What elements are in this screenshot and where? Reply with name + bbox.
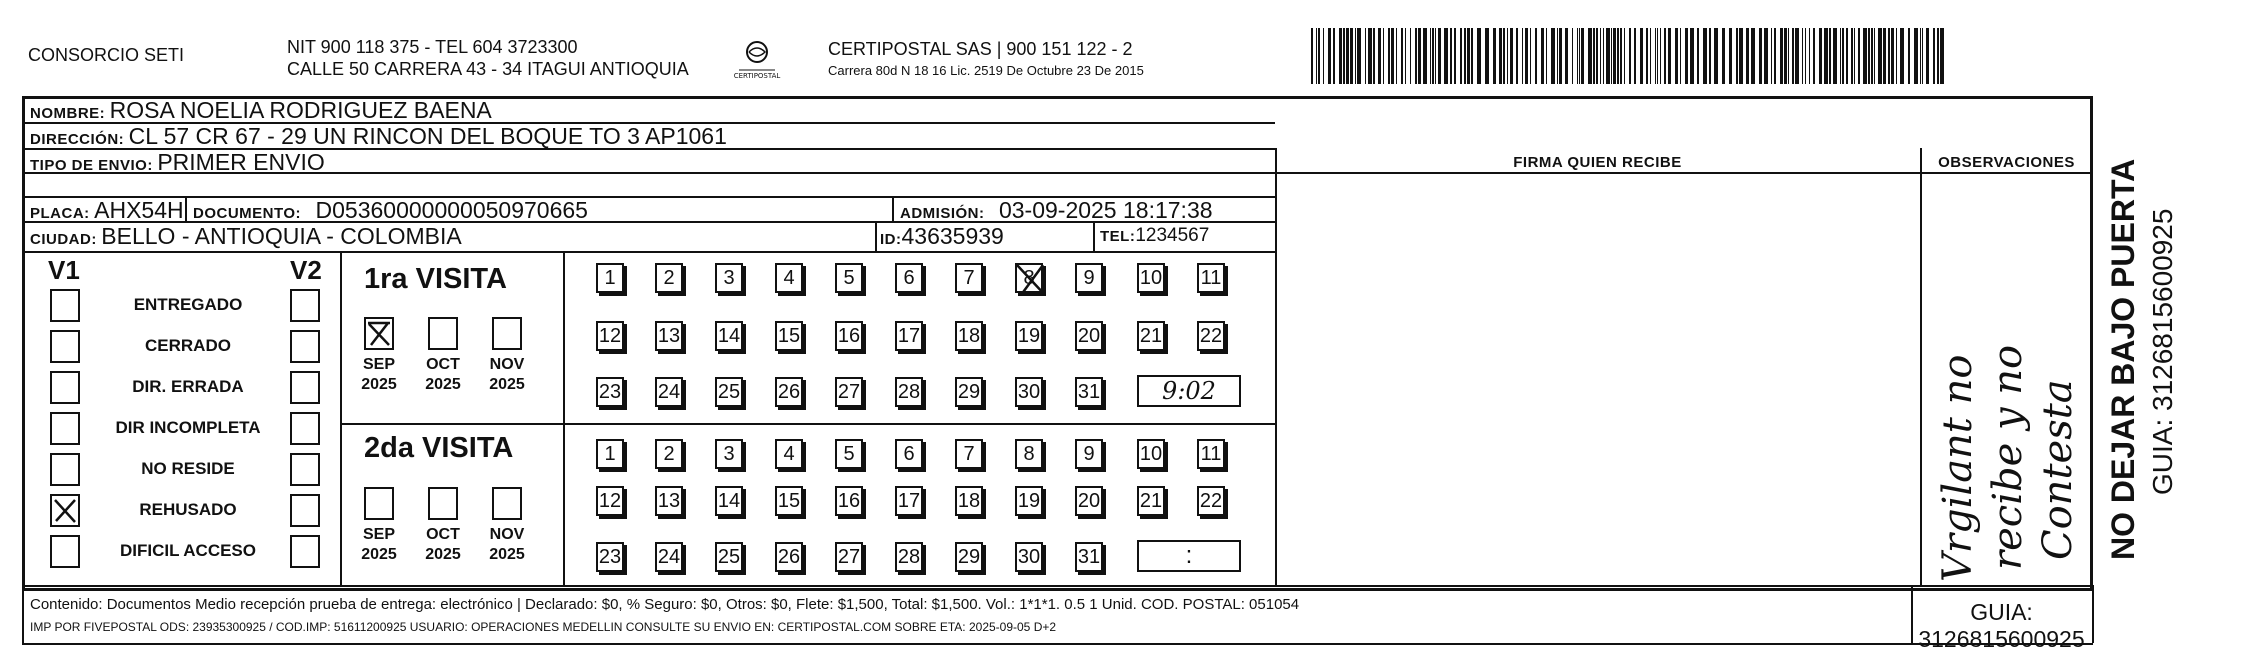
day-box[interactable] (1197, 439, 1225, 469)
visit2-title: 2da VISITA (364, 432, 514, 464)
day-number: 13 (657, 324, 681, 347)
day-box[interactable] (775, 263, 803, 293)
day-number: 4 (783, 442, 795, 465)
day-box[interactable] (955, 377, 983, 407)
day-number: 10 (1139, 266, 1163, 289)
day-box[interactable] (895, 377, 923, 407)
day-number: 7 (963, 442, 975, 465)
observaciones-label: OBSERVACIONES (1938, 154, 2075, 171)
month-name: SEP (362, 356, 395, 373)
observation-line-1: Vrgilant no (1935, 354, 1981, 582)
day-number: 31 (1077, 380, 1101, 403)
status-label: DIFICIL ACCESO (119, 541, 256, 560)
day-number: 1 (604, 266, 616, 289)
day-box[interactable] (955, 321, 983, 351)
month-name: NOV (489, 526, 525, 543)
v1-checkbox[interactable] (50, 330, 80, 363)
day-box[interactable] (1015, 263, 1043, 293)
tipo-envio-value: PRIMER ENVIO (157, 149, 325, 175)
v1-checkbox[interactable] (50, 494, 80, 527)
v2-checkbox[interactable] (290, 330, 320, 363)
v2-checkbox[interactable] (290, 412, 320, 445)
day-box[interactable] (655, 439, 683, 469)
divider (340, 423, 1275, 425)
month-checkbox[interactable] (492, 317, 522, 350)
day-box[interactable] (1015, 542, 1043, 572)
month-year: 2025 (361, 546, 397, 563)
day-number: 18 (957, 489, 981, 512)
day-number: 8 (1023, 442, 1035, 465)
day-box[interactable] (655, 542, 683, 572)
status-label: DIR. ERRADA (132, 377, 244, 396)
day-box[interactable] (1137, 486, 1165, 516)
divider (892, 196, 894, 221)
day-box[interactable] (596, 263, 624, 293)
id-value: 43635939 (901, 223, 1004, 249)
day-box[interactable] (1075, 263, 1103, 293)
day-number: 22 (1199, 324, 1223, 347)
day-box[interactable] (1197, 321, 1225, 351)
day-box[interactable] (715, 263, 743, 293)
placa-label: PLACA: (30, 205, 90, 222)
day-number: 7 (963, 266, 975, 289)
day-box[interactable] (835, 542, 863, 572)
divider (22, 585, 2093, 587)
day-number: 24 (657, 545, 681, 568)
month-name: SEP (362, 526, 395, 543)
day-box[interactable] (1197, 486, 1225, 516)
v1-checkbox[interactable] (50, 412, 80, 445)
v1-checkbox[interactable] (50, 289, 80, 322)
divider (22, 585, 24, 643)
day-number: 12 (598, 324, 622, 347)
v1-label: V1 (48, 255, 80, 285)
day-number: 16 (837, 324, 861, 347)
day-number: 25 (717, 380, 741, 403)
day-number: 20 (1077, 324, 1101, 347)
day-number: 20 (1077, 489, 1101, 512)
day-box[interactable] (1075, 377, 1103, 407)
day-box[interactable] (1075, 321, 1103, 351)
day-number: 30 (1017, 380, 1041, 403)
day-number: 15 (777, 489, 801, 512)
day-box[interactable] (835, 321, 863, 351)
day-box[interactable] (895, 486, 923, 516)
day-number: 9 (1083, 442, 1095, 465)
month-name: NOV (489, 356, 525, 373)
day-box[interactable] (955, 439, 983, 469)
certipostal-logo-icon (733, 36, 781, 84)
v2-label: V2 (290, 255, 322, 285)
month-year: 2025 (361, 376, 397, 393)
day-cross-mark (1013, 261, 1049, 305)
day-box[interactable] (655, 263, 683, 293)
month-year: 2025 (489, 546, 525, 563)
day-number: 12 (598, 489, 622, 512)
observation-line-2: recibe y no (1985, 344, 2031, 570)
month-checkbox[interactable] (364, 317, 394, 350)
logo-text: CERTIPOSTAL (733, 72, 781, 80)
day-box[interactable] (715, 377, 743, 407)
day-number: 15 (777, 324, 801, 347)
divider (2092, 585, 2094, 643)
day-number: 14 (717, 489, 741, 512)
id-label: ID: (880, 231, 902, 248)
status-label: NO RESIDE (141, 459, 235, 478)
month-year: 2025 (425, 546, 461, 563)
day-number: 29 (957, 380, 981, 403)
day-box[interactable] (655, 486, 683, 516)
day-box[interactable] (1137, 263, 1165, 293)
day-number: 26 (777, 545, 801, 568)
v2-checkbox[interactable] (290, 289, 320, 322)
day-box[interactable] (596, 321, 624, 351)
day-number: 13 (657, 489, 681, 512)
visit1-title: 1ra VISITA (364, 263, 507, 295)
day-box[interactable] (775, 542, 803, 572)
v2-checkbox[interactable] (290, 371, 320, 404)
tipo-envio-label: TIPO DE ENVIO: (30, 157, 153, 174)
company-name: CONSORCIO SETI (28, 45, 185, 65)
day-number: 25 (717, 545, 741, 568)
day-number: 28 (897, 545, 921, 568)
day-box[interactable] (1197, 263, 1225, 293)
ciudad-label: CIUDAD: (30, 231, 97, 248)
day-box[interactable] (775, 486, 803, 516)
day-box[interactable] (655, 377, 683, 407)
day-number: 3 (723, 266, 735, 289)
visit1-time: 9:02 (1162, 377, 1216, 405)
day-number: 9 (1083, 266, 1095, 289)
day-number: 22 (1199, 489, 1223, 512)
status-label: ENTREGADO (133, 295, 243, 314)
firma-label: FIRMA QUIEN RECIBE (1513, 154, 1682, 171)
day-box[interactable] (1075, 439, 1103, 469)
tel-label: TEL: (1100, 228, 1136, 245)
v1-checkbox[interactable] (50, 371, 80, 404)
month-name: OCT (426, 526, 460, 543)
day-number: 6 (903, 266, 915, 289)
direccion-label: DIRECCIÓN: (30, 131, 125, 148)
month-checkbox[interactable] (428, 317, 458, 350)
footer-contenido: Contenido: Documentos Medio recepción prueba de entrega: electrónico | Declarado: $0, % Seguro: $0, Otros: $0, Flete: $1,500, Total: $1,500. Vol.: 1*1*1. 0.5 1 Unid. COD. POSTAL: 051054 (30, 596, 1300, 613)
day-number: 11 (1200, 266, 1222, 289)
divider (22, 251, 1275, 253)
divider (340, 251, 342, 585)
day-box[interactable] (715, 439, 743, 469)
day-box[interactable] (1075, 542, 1103, 572)
day-box[interactable] (1015, 439, 1043, 469)
status-label: CERRADO (145, 336, 231, 355)
nit-line-1: NIT 900 118 375 - TEL 604 3723300 (287, 37, 578, 57)
day-box[interactable] (655, 321, 683, 351)
day-number: 5 (843, 442, 855, 465)
day-box[interactable] (596, 377, 624, 407)
day-box[interactable] (1137, 439, 1165, 469)
day-box[interactable] (895, 542, 923, 572)
day-number: 17 (897, 324, 921, 347)
day-number: 18 (957, 324, 981, 347)
divider (563, 251, 565, 585)
day-number: 27 (837, 380, 861, 403)
month-checkbox[interactable] (492, 487, 522, 520)
documento-label: DOCUMENTO: (193, 205, 302, 222)
day-box[interactable] (835, 439, 863, 469)
day-box[interactable] (1137, 321, 1165, 351)
status-label: DIR INCOMPLETA (115, 418, 261, 437)
month-checkbox[interactable] (428, 487, 458, 520)
day-number: 1 (604, 442, 616, 465)
day-number: 21 (1139, 489, 1163, 512)
admision-value: 03-09-2025 18:17:38 (998, 197, 1213, 223)
nit-line-2: CALLE 50 CARRERA 43 - 34 ITAGUI ANTIOQUIA (287, 59, 689, 79)
cert-line-1: CERTIPOSTAL SAS | 900 151 122 - 2 (828, 39, 1133, 59)
day-box[interactable] (715, 321, 743, 351)
barcode (1311, 28, 1948, 84)
month-name: OCT (426, 356, 460, 373)
day-number: 28 (897, 380, 921, 403)
observation-line-3: Contesta (2035, 379, 2081, 560)
v2-checkbox[interactable] (290, 494, 320, 527)
day-box[interactable] (955, 542, 983, 572)
visit1-time-field[interactable] (1137, 375, 1241, 407)
divider (22, 172, 2093, 174)
day-number: 2 (663, 442, 675, 465)
day-number: 26 (777, 380, 801, 403)
day-number: 21 (1139, 324, 1163, 347)
day-box[interactable] (835, 377, 863, 407)
day-number: 19 (1017, 489, 1041, 512)
divider (875, 221, 877, 251)
nombre-value: ROSA NOELIA RODRIGUEZ BAENA (109, 97, 492, 123)
day-box[interactable] (596, 486, 624, 516)
day-number: 5 (843, 266, 855, 289)
day-box[interactable] (835, 486, 863, 516)
day-number: 29 (957, 545, 981, 568)
day-box[interactable] (1015, 321, 1043, 351)
day-number: 4 (783, 266, 795, 289)
visit2-time-field[interactable] (1137, 540, 1241, 572)
day-number: 31 (1077, 545, 1101, 568)
cert-line-2: Carrera 80d N 18 16 Lic. 2519 De Octubre 23 De 2015 (828, 63, 1144, 78)
divider (185, 196, 187, 221)
day-number: 8 (1023, 266, 1035, 289)
month-checkbox[interactable] (364, 487, 394, 520)
divider (22, 643, 2093, 645)
admision-label: ADMISIÓN: (900, 205, 985, 222)
day-box[interactable] (955, 486, 983, 516)
ciudad-value: BELLO - ANTIOQUIA - COLOMBIA (101, 223, 462, 249)
day-box[interactable] (1015, 486, 1043, 516)
day-box[interactable] (895, 321, 923, 351)
footer-guia: GUIA: 3126815600925 (1918, 599, 2085, 652)
divider (1920, 148, 1922, 585)
documento-value: D05360000000050970665 (315, 197, 588, 223)
day-box[interactable] (1075, 486, 1103, 516)
v2-checkbox[interactable] (290, 535, 320, 568)
day-number: 11 (1200, 442, 1222, 465)
direccion-value: CL 57 CR 67 - 29 UN RINCON DEL BOQUE TO 3 AP1061 (128, 123, 727, 149)
day-box[interactable] (835, 263, 863, 293)
day-number: 2 (663, 266, 675, 289)
v1-checkbox[interactable] (50, 453, 80, 486)
day-number: 14 (717, 324, 741, 347)
v1-checkbox[interactable] (50, 535, 80, 568)
tel-value: 1234567 (1135, 225, 1210, 246)
day-number: 10 (1139, 442, 1163, 465)
day-number: 23 (598, 380, 622, 403)
day-box[interactable] (715, 486, 743, 516)
day-box[interactable] (1015, 377, 1043, 407)
status-label: REHUSADO (139, 500, 237, 519)
day-box[interactable] (596, 439, 624, 469)
divider (1275, 148, 1277, 585)
divider (1093, 221, 1095, 251)
month-year: 2025 (425, 376, 461, 393)
placa-value: AHX54H (94, 197, 184, 223)
side-guia: GUIA: 3126815600925 (2147, 208, 2178, 495)
day-box[interactable] (895, 439, 923, 469)
day-number: 19 (1017, 324, 1041, 347)
day-box[interactable] (596, 542, 624, 572)
no-dejar-bajo-puerta: NO DEJAR BAJO PUERTA (2105, 158, 2141, 560)
day-box[interactable] (775, 377, 803, 407)
v2-checkbox[interactable] (290, 453, 320, 486)
day-box[interactable] (775, 321, 803, 351)
day-number: 16 (837, 489, 861, 512)
day-number: 24 (657, 380, 681, 403)
day-box[interactable] (895, 263, 923, 293)
footer-imp: IMP POR FIVEPOSTAL ODS: 23935300925 / COD.IMP: 51611200925 USUARIO: OPERACIONES MEDELLIN CONSULTE SU ENVIO EN: CERTIPOSTAL.COM SOBRE ETA: 2025-09-05 D+2 (30, 620, 1057, 634)
day-number: 6 (903, 442, 915, 465)
day-box[interactable] (775, 439, 803, 469)
day-number: 17 (897, 489, 921, 512)
day-box[interactable] (955, 263, 983, 293)
day-number: 27 (837, 545, 861, 568)
day-number: 3 (723, 442, 735, 465)
day-number: 30 (1017, 545, 1041, 568)
nombre-label: NOMBRE: (30, 105, 106, 122)
day-box[interactable] (715, 542, 743, 572)
day-number: 23 (598, 545, 622, 568)
month-year: 2025 (489, 376, 525, 393)
visit2-time: : (1185, 542, 1193, 569)
